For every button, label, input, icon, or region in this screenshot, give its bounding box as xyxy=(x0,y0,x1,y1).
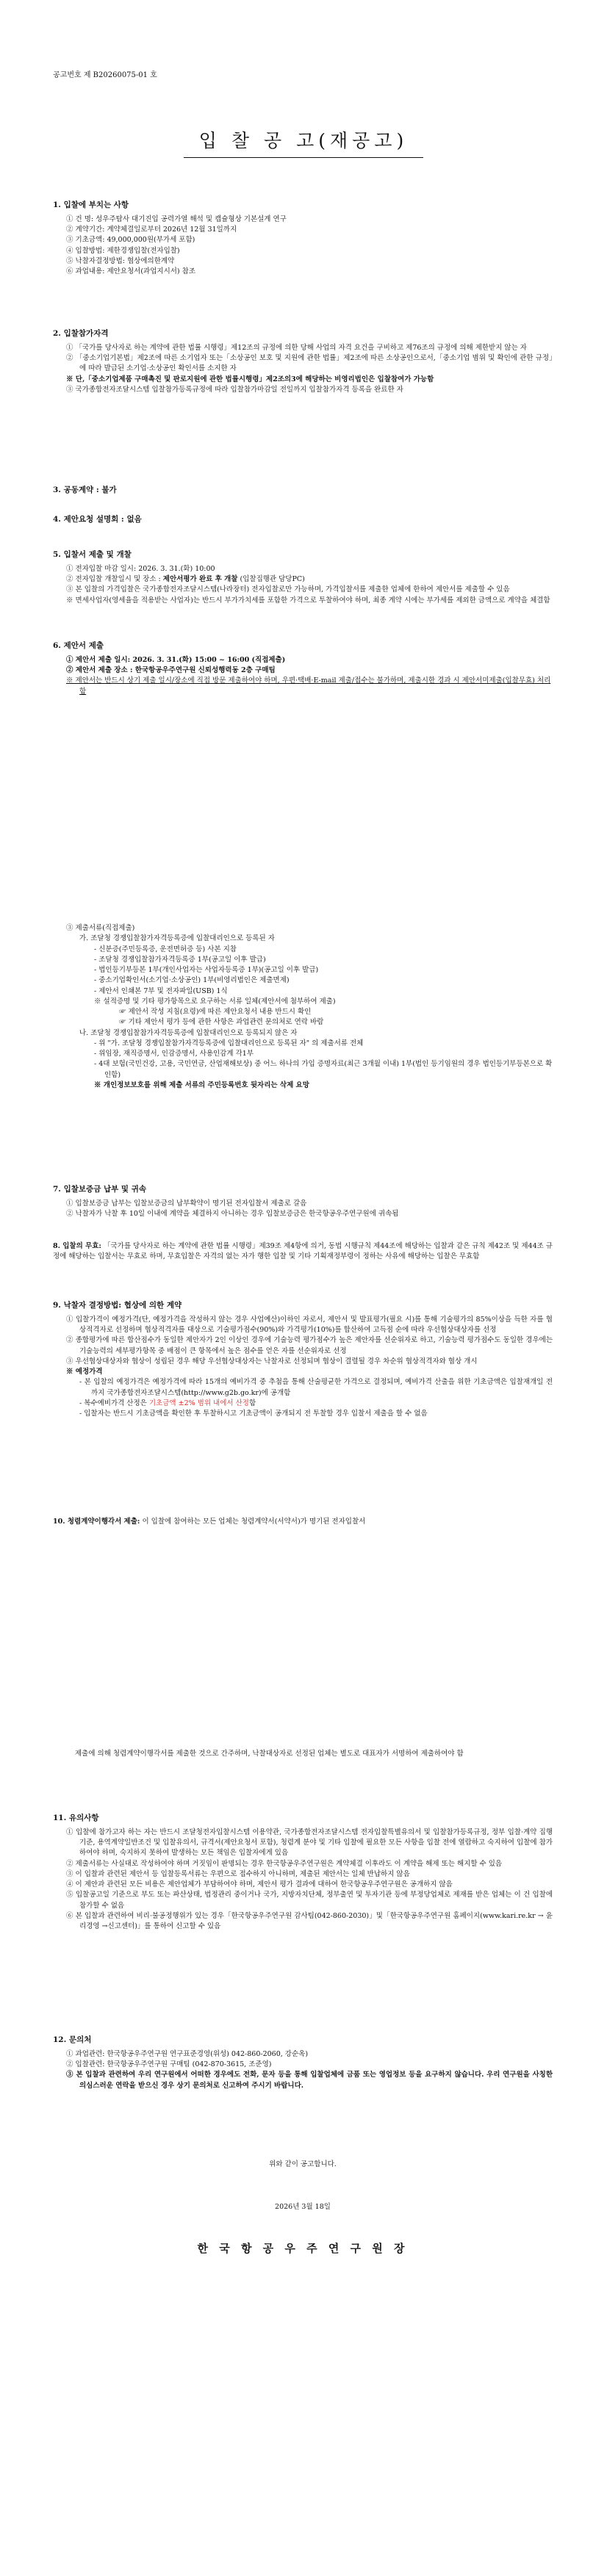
list-item: ☞ 제안서 작성 지침(요령)에 따른 제안요청서 내용 반드시 확인 xyxy=(119,1008,312,1016)
list-item: ④ 이 제안과 관련된 모든 비용은 제안업체가 부담하여야 하며, 제안서 평가 결과에 대하여 한국항공우주연구원은 공개하지 않음 xyxy=(66,1880,453,1888)
list-item: ⑤ 낙찰자결정방법: 협상에의한계약 xyxy=(66,256,175,265)
section-heading: 4. 제안요청 설명회 : 없음 xyxy=(53,515,142,524)
list-item: ① 「국가를 당사자로 하는 계약에 관한 법률 시행령」제12조의 규정에 의한 당해 사업의 자격 요건을 구비하고 제76조의 규정에 의해 제한받지 않는 자 xyxy=(66,343,527,352)
section-briefing xyxy=(53,514,553,529)
list-item: ② 제안서 제출 장소 : 한국항공우주연구원 신뢰성행력동 2층 구매팀 xyxy=(66,666,276,674)
list-item: ① 전자입찰 마감 일시: 2026. 3. 31.(화) 10:00 xyxy=(66,564,215,573)
section-heading: 11. 유의사항 xyxy=(53,1814,99,1822)
section-heading: 2. 입찰참가자격 xyxy=(53,329,109,338)
list-item: ① 건 명: 성우주탐사 대기진입 공력가열 해석 및 캡슐형상 기본설계 연구 xyxy=(66,214,287,223)
list-item: - 위임장, 재직증명서, 인감증명서, 사용인감계 각1부 xyxy=(94,1050,254,1058)
list-item: ⑥ 과업내용: 제안요청서(과업지시서) 참조 xyxy=(66,267,196,275)
list-item: - 법인등기부등본 1부(개인사업자는 사업자등록증 1부)(공고일 이후 발급) xyxy=(94,966,319,974)
list-item: ※ 개인정보보호를 위해 제출 서류의 주민등록번호 뒷자리는 삭제 요망 xyxy=(94,1080,309,1089)
list-item: ① 과업관련: 한국항공우주연구원 연구표준경영(위성) 042-860-2060, 강순옥) xyxy=(66,2049,309,2058)
section-integrity-pledge-cont xyxy=(75,1749,553,1759)
list-item: ② 종합평가에 따른 합산점수가 동일한 제안자가 2인 이상인 경우에 기술능력 평가점수가 높은 제안자를 선순위자로 하고, 기술능력 평가점수도 동일한 경우에는 기술능력의 세부평가항목 중 배점이 큰 항목에서 높은 점수를 얻은 자를 선순위자로 선정 xyxy=(66,1336,553,1355)
list-item: ※ 면세사업자(영세율을 적용받는 사업자)는 반드시 부가가치세를 포함한 가격으로 투찰하여야 하며, 최종 계약 시에는 부가세를 제외한 금액으로 계약을 체결함 xyxy=(66,596,550,605)
section-heading: 10. 청렴계약이행각서 제출: xyxy=(53,1518,140,1526)
section-precautions xyxy=(53,1813,553,1932)
list-item: - 조달청 경쟁입찰참가자격등록증 1부(공고일 이후 발급) xyxy=(94,955,266,964)
list-item: ☞ 기타 제안서 평가 등에 관한 사항은 과업관련 문의처로 연락 바람 xyxy=(119,1018,324,1027)
list-item: ② 입찰관련: 한국항공우주연구원 구매팀 (042-870-3615, 조준영) xyxy=(66,2060,272,2068)
title-underline xyxy=(184,157,423,158)
section-integrity-pledge xyxy=(53,1517,553,1527)
section-eligibility xyxy=(53,328,553,395)
section-heading: 12. 문의처 xyxy=(53,2035,92,2044)
notice-date: 2026년 3월 18일 xyxy=(275,2203,331,2211)
section-heading: 1. 입찰에 부치는 사항 xyxy=(53,201,129,209)
section-award-method xyxy=(53,1300,553,1419)
page-title: 입 찰 공 고(재공고) xyxy=(198,130,409,151)
list-item: 가. 조달청 경쟁입찰참가자격등록증에 입찰대리인으로 등록된 자 xyxy=(79,934,275,943)
list-item: ※ 제안서는 반드시 상기 제출 일시/장소에 직접 방문 제출하여야 하며, 우편·택배·E-mail 제출/접수는 불가하며, 제출시한 경과 시 제안서미제출(입찰무효) 처리함 xyxy=(66,677,551,696)
list-item: ② 계약기간: 계약체결일로부터 2026년 12월 31일까지 xyxy=(66,226,237,234)
list-item: ※ 설적증명 및 기타 평가항목으로 요구하는 서류 일체(제안서에 첨부하여 제출) xyxy=(94,997,336,1006)
list-item: - 제안서 인쇄본 7부 및 전자파일(USB) 1식 xyxy=(94,986,228,995)
list-item: ⑤ 입찰공고일 기준으로 부도 또는 파산상태, 법정관리 중이거나 국가, 지방자치단체, 정부출연 및 투자기관 등에 부정당업체로 제재를 받은 업체는 이 건 입찰에 참가할 수 없음 xyxy=(66,1891,553,1910)
list-item: ② 「중소기업기본법」제2조에 따른 소기업자 또는「소상공인 보호 및 지원에 관한 법률」제2조에 따른 소상공인으로서,「중소기업 범위 및 확인에 관한 규정」에 따라 발급된 소기업·소상공인 확인서를 소지한 자 xyxy=(66,354,553,373)
list-item: 나. 조달청 경쟁입찰참가자격등록증에 입찰대리인으로 등록되지 않은 자 xyxy=(79,1028,298,1037)
list-item: - 위 "가. 조달청 경쟁입찰참가자격등록증에 입찰대리인으로 등록된 자" 의 제출서류 전체 xyxy=(94,1039,364,1047)
paragraph: 이 입찰에 참여하는 모든 업체는 청렴계약서(서약서)가 명기된 전자입찰서 xyxy=(140,1518,366,1526)
list-item: ③ 기초금액: 49,000,000원(부가세 포함) xyxy=(66,236,195,245)
list-item: ③ 우선협상대상자와 협상이 성립된 경우 해당 우선협상대상자는 낙찰자로 선정되며 협상이 결렬될 경우 차순위 협상적격자와 협상 개시 xyxy=(66,1357,478,1365)
section-bid-bond xyxy=(53,1184,553,1219)
section-joint-contract xyxy=(53,485,553,499)
list-item: - 입찰자는 반드시 기초금액을 확인한 후 투찰하시고 기초금액이 공개되지 전 투찰할 경우 입찰서 제출을 할 수 없음 xyxy=(79,1410,428,1418)
list-item: ④ 입찰방법: 제한경쟁입찰(전자입찰) xyxy=(66,246,180,255)
section-heading: 8. 입찰의 무효: xyxy=(53,1242,101,1250)
section-bid-items xyxy=(53,200,553,277)
list-item: - 신분증(주민등록증, 운전면허증 등) 사본 지참 xyxy=(94,945,237,953)
list-item: ① 입찰가격이 예정가격(단, 예정가격을 작성하지 않는 경우 사업예산)이하인 자로서, 제안서 및 발표평가(필요 시)를 통해 기술평가의 85%이상을 득한 자를 협상적격자로 선정하며 협상적격자를 대상으로 기술평가점수(90%)와 가격평가(10%)를 합산하여 고득점 순에 따라 우선협상대상자를 선정 xyxy=(66,1315,553,1334)
section-bid-invalidity xyxy=(53,1241,553,1263)
list-item: ② 제출서류는 사실대로 작성하여야 하며 거짓임이 판명되는 경우 한국항공우주연구원은 계약체결 이후라도 이 계약을 해제 또는 해지할 수 있음 xyxy=(66,1859,503,1868)
paragraph: 제출에 의해 청렴계약이행각서를 제출한 것으로 간주하며, 낙찰대상자로 선정된 업체는 별도로 대표자가 서명하여 제출하여야 함 xyxy=(75,1750,464,1758)
list-item: - 중소기업확인서(소기업·소상공인) 1부(비영리법인은 제출면제) xyxy=(94,976,290,985)
closing-statement: 위와 같이 공고합니다. xyxy=(269,2160,337,2168)
list-item: - 4대 보험(국민건강, 고용, 국민연금, 산업재해보상) 중 어느 하나의 가입 증명자료(최근 3개월 이내) 1부(법인 등기임원의 경우 법인등기부등본으로 확인함) xyxy=(94,1060,553,1079)
section-contacts xyxy=(53,2035,553,2091)
list-item: ③ 이 입찰과 관련된 제안서 등 입찰등록서류는 우편으로 접수하지 아니하며, 제출된 제안서는 일체 반납하지 않음 xyxy=(66,1869,410,1878)
issuer-signature: 한 국 항 공 우 주 연 구 원 장 xyxy=(197,2242,409,2255)
section-heading: 6. 제안서 제출 xyxy=(53,641,104,650)
list-item: ⑥ 본 입찰과 관련하여 비리·불공정행위가 있는 경우「한국항공우주연구원 감사팀(042-860-2030)」및「한국항공우주연구원 홈페이지(www.kari.re.kr → 윤리경영 →신고센터)」를 통하여 신고할 수 있음 xyxy=(66,1911,553,1930)
range-highlight: 기초금액 ±2% 범위 내에서 산정 xyxy=(148,1399,249,1407)
section-proposal-submission xyxy=(53,641,553,697)
section-bid-submission xyxy=(53,549,553,606)
list-item: ③ 본 입찰과 관련하여 우리 연구원에서 어떠한 경우에도 전화, 문자 등을 통해 입찰업체에 금품 또는 영업정보 등을 요구하지 않습니다. 우리 연구원을 사칭한 의심스러운 연락을 받으신 경우 상기 문의처로 신고하여 주시기 바랍니다. xyxy=(66,2071,553,2090)
list-item: ※ 예정가격 xyxy=(66,1368,103,1376)
list-item: ③ 제출서류(직접제출) xyxy=(66,924,135,932)
list-item: ② 낙찰자가 낙찰 후 10일 이내에 계약을 체결하지 아니하는 경우 입찰보증금은 한국항공우주연구원에 귀속됨 xyxy=(66,1210,399,1218)
list-item: ③ 본 입찰의 가격입찰은 국가종합전자조달시스템(나라장터) 전자입찰로만 가능하며, 가격입찰서를 제출한 업체에 한하여 제안서를 제출할 수 있음 xyxy=(66,585,510,594)
list-item: ※ 단,「중소기업제품 구매촉진 및 판로지원에 관한 법률시행령」제2조의3에 해당하는 비영리법인은 입찰참여가 가능함 xyxy=(66,375,434,383)
section-heading: 9. 낙찰자 결정방법: 협상에 의한 계약 xyxy=(53,1301,182,1310)
list-item: ① 입찰보증금 납부는 입찰보증금의 납부확약이 명기된 전자입찰서 제출로 갈음 xyxy=(66,1199,307,1208)
section-required-documents xyxy=(53,923,553,1091)
notice-number: 공고번호 제 B20260075-01 호 xyxy=(53,71,157,79)
list-item: - 본 입찰의 예정가격은 예정가격에 따라 15개의 예비가격 중 추첨을 통해 산술평균한 가격으로 결정되며, 예비가격 산출을 위한 기초금액은 입찰재개일 전까지 국가종합전자조달시스템(http://www.g2b.go.kr)에 공개함 xyxy=(79,1378,553,1397)
section-heading: 7. 입찰보증금 납부 및 귀속 xyxy=(53,1185,147,1194)
paragraph: 「국가를 당사자로 하는 계약에 관한 법률 시행령」제39조 제4항에 의거, 동법 시행규칙 제44조에 해당하는 입찰과 같은 규칙 제42조 및 제44조 규정에 해당하는 입찰서는 무효로 하며, 무효입찰은 자격의 없는 자가 행한 입찰 및 기타 기획재정부령이 정하는 사유에 해당하는 입찰은 무효함 xyxy=(53,1242,553,1261)
list-item: ② 전자입찰 개찰일시 및 장소 : 제안서평가 완료 후 개찰 (입찰집행관 담당PC) xyxy=(66,575,305,583)
section-heading: 5. 입찰서 제출 및 개찰 xyxy=(53,550,132,559)
list-item: ① 입찰에 참가고자 하는 자는 반드시 조달청전자입찰시스템 이용약관, 국가종합전자조달시스템 전자입찰특별유의서 및 입찰참가등록규정, 정부 입찰·계약 집행기준, 용역계약일반조건 및 입찰유의서, 규격서(제안요청서 포함), 청렴계 분야 및 기타 입찰에 필요한 모든 사항을 입찰 전에 열람하고 숙지하여 입찰에 참가하여야 하며, 숙지하지 못하여 발생하는 모든 책임은 입찰자에게 있음 xyxy=(66,1828,553,1858)
list-item: ③ 국가종합전자조달시스템 입찰참가등록규정에 따라 입찰참가마감일 전일까지 입찰참가자격 등록을 완료한 자 xyxy=(66,385,403,394)
list-item: - 복수예비가격 산정은 기초금액 ±2% 범위 내에서 산정함 xyxy=(79,1399,256,1407)
list-item: ① 제안서 제출 일시: 2026. 3. 31.(화) 15:00 ~ 16:00 (직접제출) xyxy=(66,655,286,664)
section-heading: 3. 공동계약 : 불가 xyxy=(53,486,117,494)
